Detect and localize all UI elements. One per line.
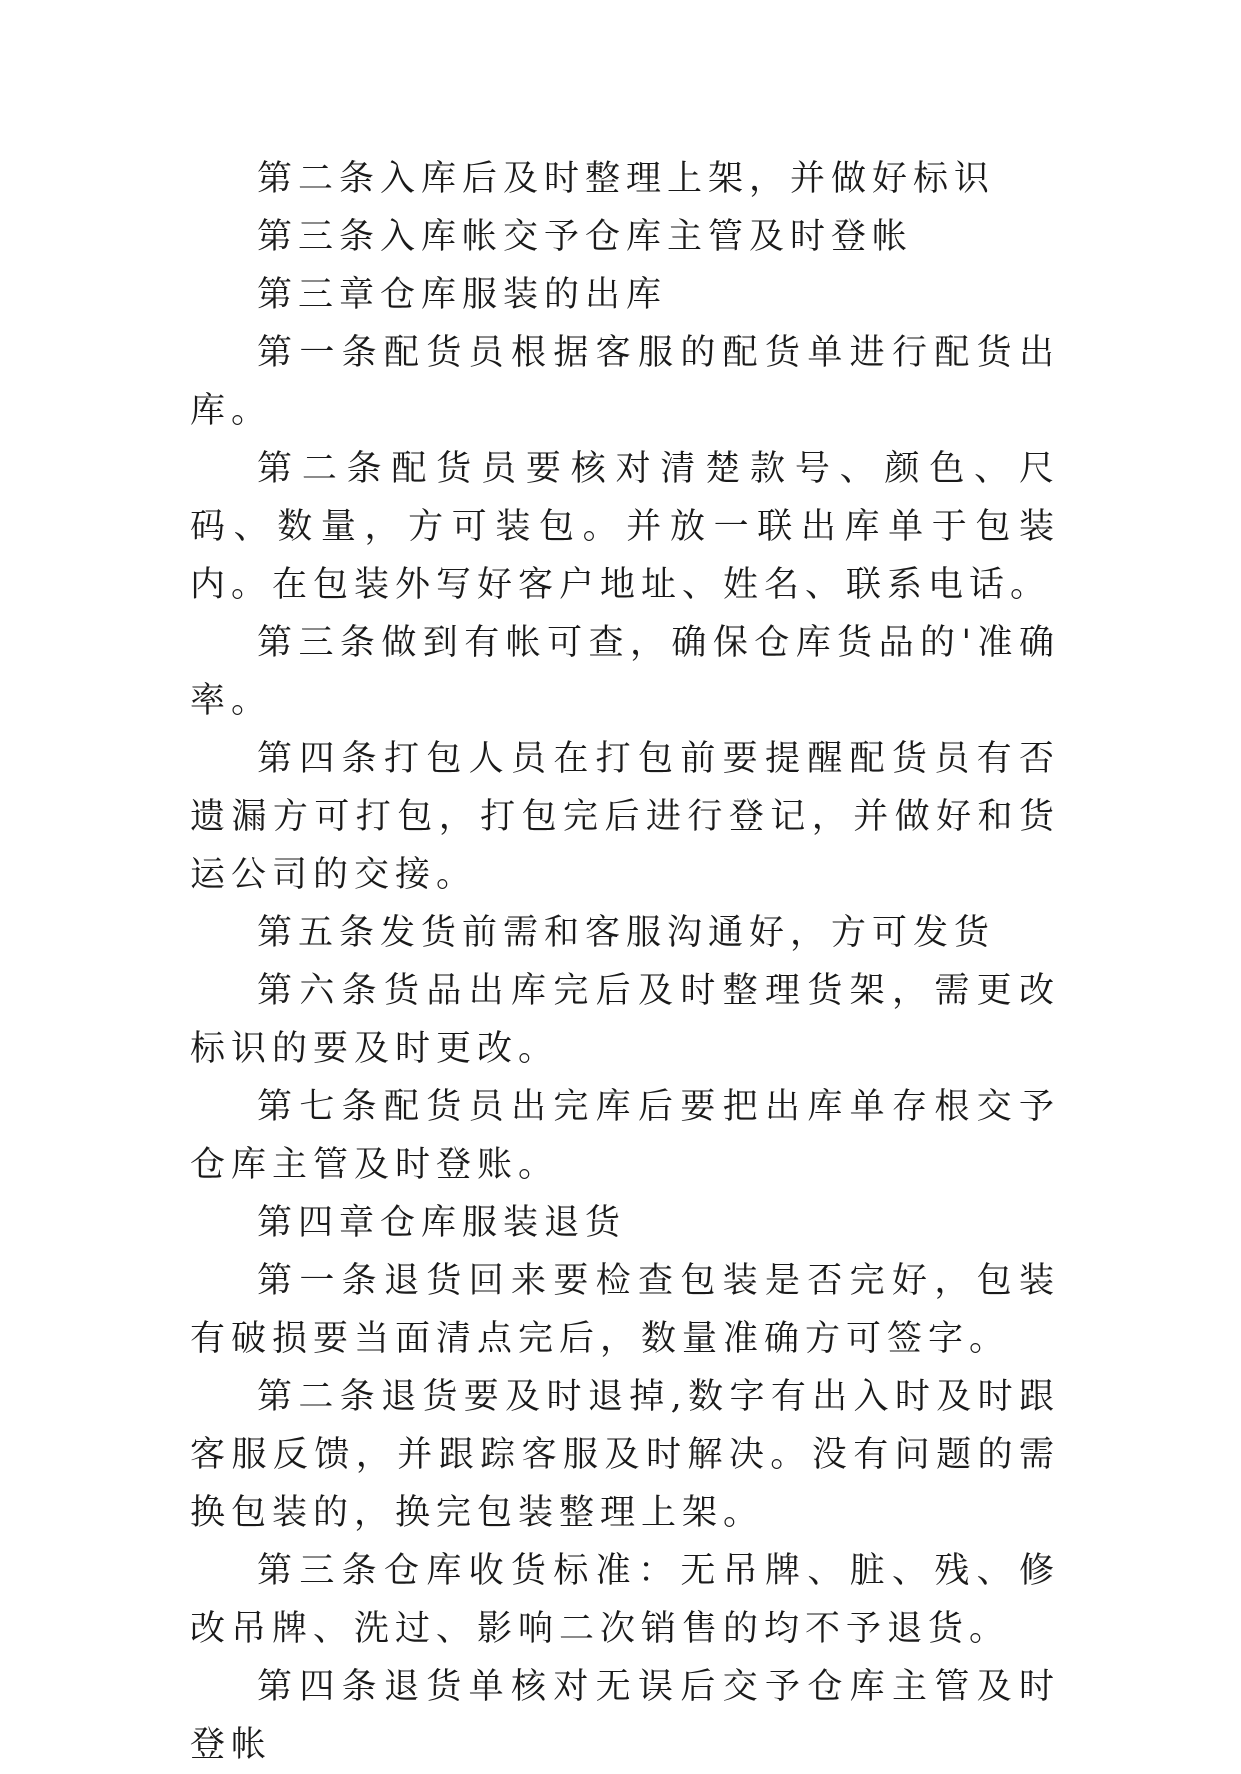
paragraph: 第二条配货员要核对清楚款号、颜色、尺码、数量，方可装包。并放一联出库单于包装内。在包装外写好客户地址、姓名、联系电话。 <box>190 449 1060 605</box>
paragraph: 第三条入库帐交予仓库主管及时登帐 <box>257 217 914 257</box>
paragraph: 第七条配货员出完库后要把出库单存根交予仓库主管及时登账。 <box>190 1087 1060 1185</box>
paragraph: 第一条退货回来要检查包装是否完好，包装有破损要当面清点完后，数量准确方可签字。 <box>190 1261 1060 1359</box>
paragraph: 第四条退货单核对无误后交予仓库主管及时登帐 <box>190 1667 1060 1765</box>
paragraph: 第一条配货员根据客服的配货单进行配货出库。 <box>190 333 1060 431</box>
paragraph: 第五条发货前需和客服沟通好，方可发货 <box>257 913 996 953</box>
chapter-heading: 第四章仓库服装退货 <box>257 1203 627 1243</box>
paragraph: 第三条做到有帐可查，确保仓库货品的'准确率。 <box>190 623 1060 721</box>
paragraph: 第六条货品出库完后及时整理货架，需更改标识的要及时更改。 <box>190 971 1060 1069</box>
paragraph: 第四条打包人员在打包前要提醒配货员有否遗漏方可打包，打包完后进行登记，并做好和货运公司的交接。 <box>190 739 1060 895</box>
document-body <box>190 150 1060 1774</box>
chapter-heading: 第三章仓库服装的出库 <box>257 275 668 315</box>
paragraph: 第二条退货要及时退掉,数字有出入时及时跟客服反馈，并跟踪客服及时解决。没有问题的需换包装的，换完包装整理上架。 <box>190 1377 1060 1533</box>
paragraph: 第三条仓库收货标准：无吊牌、脏、残、修改吊牌、洗过、影响二次销售的均不予退货。 <box>190 1551 1060 1649</box>
paragraph: 第二条入库后及时整理上架，并做好标识 <box>257 159 996 199</box>
